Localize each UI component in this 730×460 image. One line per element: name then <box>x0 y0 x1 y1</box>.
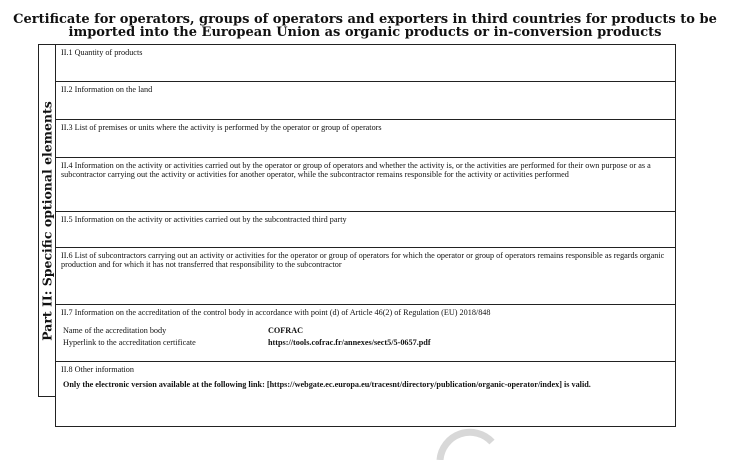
row-heading: II.5 Information on the activity or activities carried out by the subcontracted third party <box>61 215 347 224</box>
row-heading: II.4 Information on the activity or activities carried out by the operator or group of operators and whether the activity is, or the activities are performed for their own purpose or as a subcontractor carrying out the activity or activities for another operator, while the subcontractor remains responsible for the activity or activities performed <box>61 161 651 179</box>
row-list-of-subcontractors <box>56 247 675 304</box>
row-heading: II.8 Other information <box>61 365 134 374</box>
title-line-2: imported into the European Union as organic products or in-conversion products <box>68 25 662 40</box>
row-list-of-premises <box>56 119 675 157</box>
accreditation-certificate-link[interactable]: https://tools.cofrac.fr/annexes/sect5/5-0657.pdf <box>268 338 431 347</box>
row-subcontracted-activities <box>56 211 675 247</box>
watermark-stamp-icon <box>430 420 510 460</box>
hyperlink-pair <box>61 337 670 349</box>
part-ii-side-label-box <box>38 44 55 397</box>
row-quantity-of-products <box>56 45 675 80</box>
row-activity-information <box>56 157 675 211</box>
certificate-title <box>0 13 730 39</box>
accreditation-body-value: COFRAC <box>268 326 304 335</box>
row-information-on-land <box>56 81 675 119</box>
row-heading: II.6 List of subcontractors carrying out an activity or activities for the operator or group of operators for which the operator or group of operators remains responsible as regards organic production and for which it has not transferred that responsibility to the subcontractor <box>61 251 665 269</box>
hyperlink-label: Hyperlink to the accreditation certificate <box>63 338 196 347</box>
part-ii-table <box>55 44 676 427</box>
validity-note: Only the electronic version available at the following link: [https://webgate.ec.europa.eu/tracesnt/directory/publication/organic-operator/index] is valid. <box>63 380 591 389</box>
row-heading: II.1 Quantity of products <box>61 48 143 57</box>
accreditation-body-pair <box>61 325 670 337</box>
row-heading: II.7 Information on the accreditation of the control body in accordance with point (d) of Article 46(2) of Regulation (EU) 2018/848 <box>61 308 491 317</box>
part-ii-side-label: Part II: Specific optional elements <box>39 100 55 341</box>
row-heading: II.3 List of premises or units where the activity is performed by the operator or group of operators <box>61 123 382 132</box>
row-heading: II.2 Information on the land <box>61 85 153 94</box>
row-accreditation-info <box>56 304 675 361</box>
accreditation-body-label: Name of the accreditation body <box>63 326 167 335</box>
title-line-1: Certificate for operators, groups of operators and exporters in third countries for products to be <box>13 12 717 27</box>
row-other-information <box>56 361 675 427</box>
